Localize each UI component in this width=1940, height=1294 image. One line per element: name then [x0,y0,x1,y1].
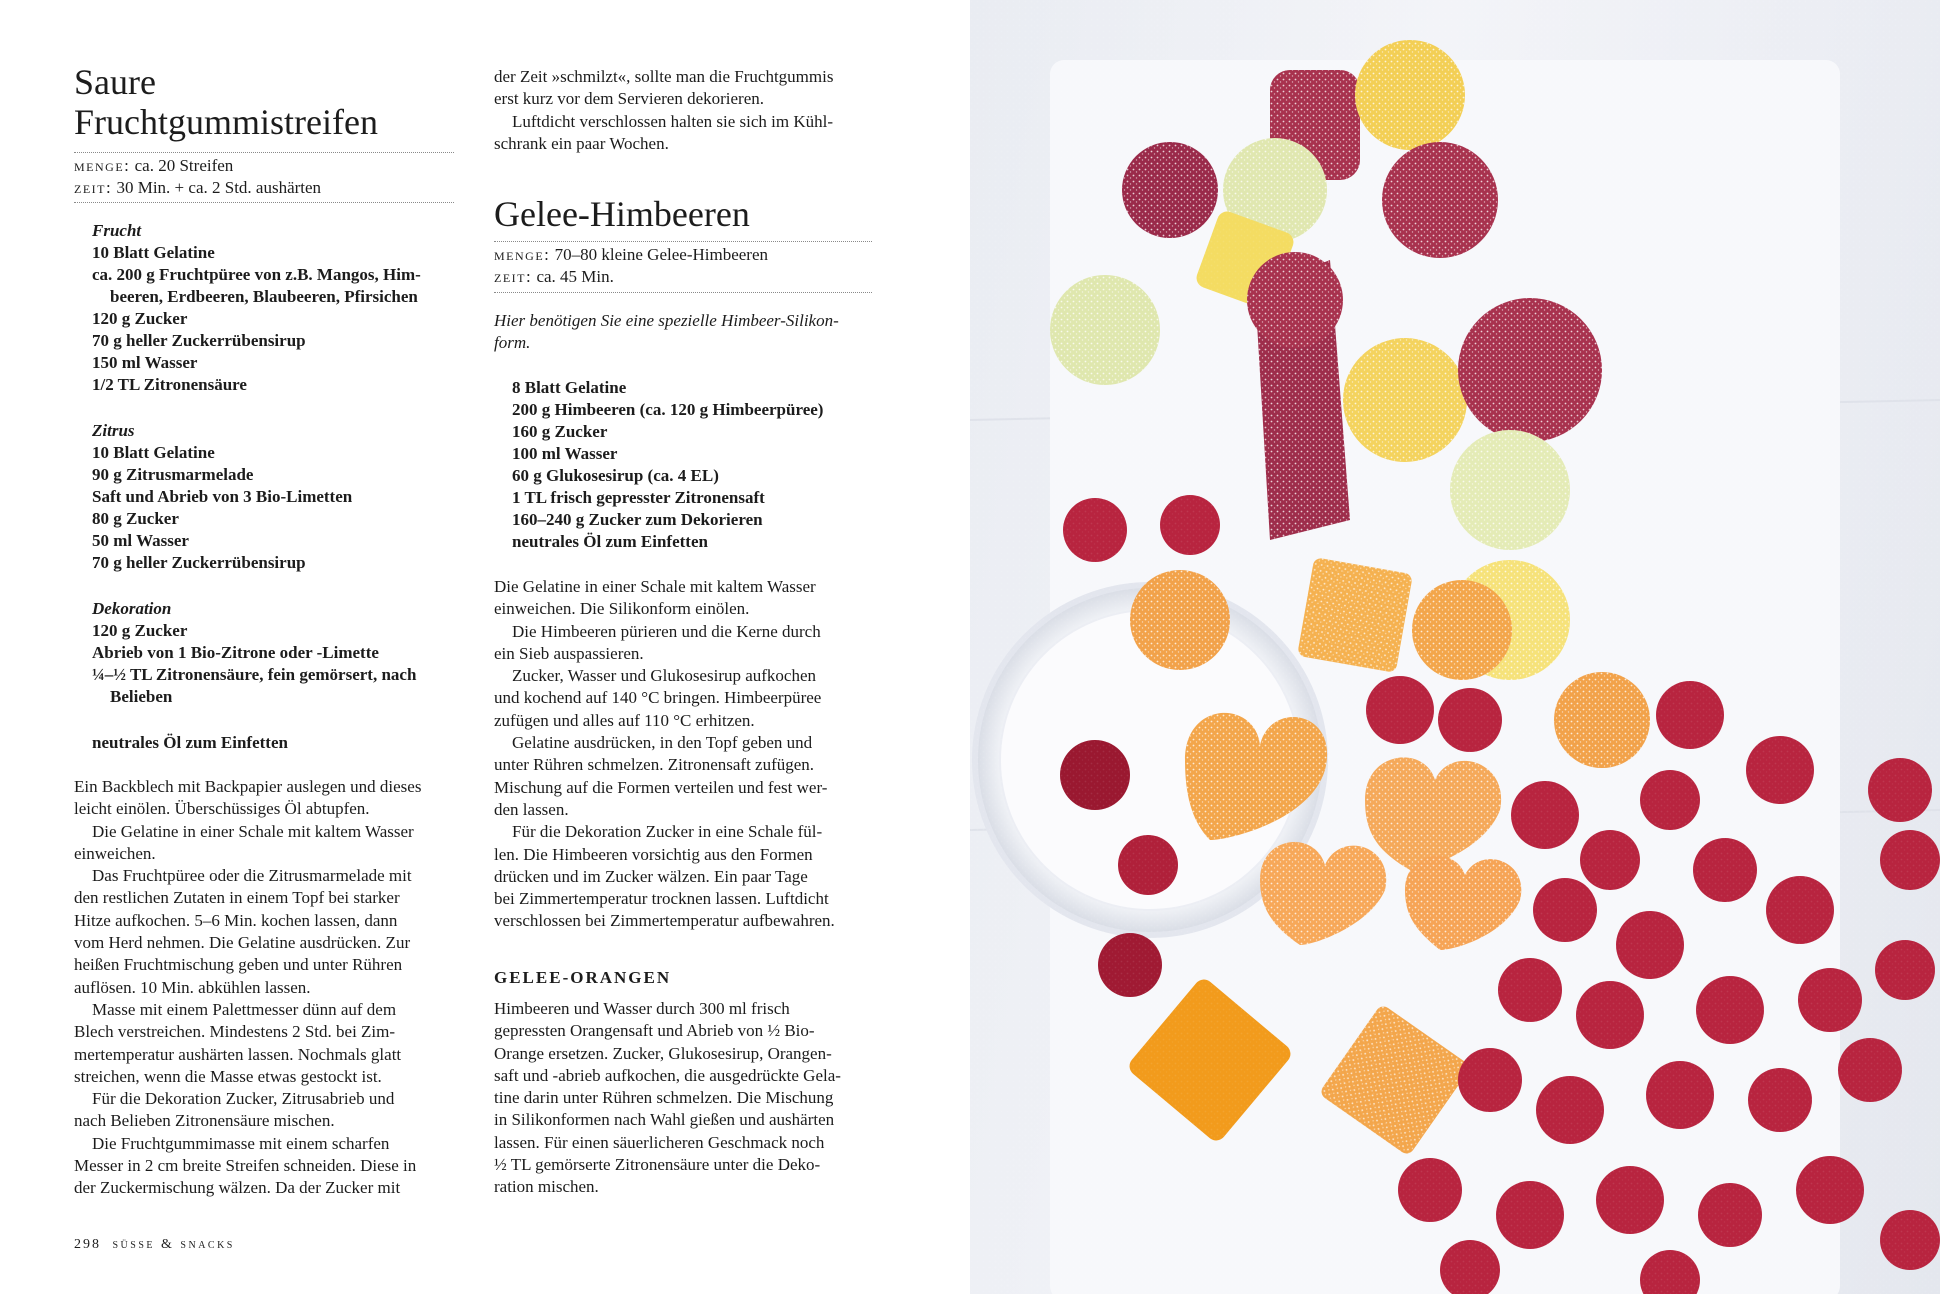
yield-line [494,244,768,266]
title-line-1: Saure [74,62,156,102]
ingredient-item: ca. 200 g Fruchtpüree von z.B. Mangos, Him- [92,265,421,284]
ingredient-item: 150 ml Wasser [92,353,198,372]
method-line: heißen Fruchtmischung geben und unter Rühren [74,955,403,975]
method-line: Hitze aufkochen. 5–6 Min. kochen lassen, dann [74,910,398,930]
method-line: Das Fruchtpüree oder die Zitrusmarmelade mit [92,866,412,886]
variant-line: tine darin unter Rühren schmelzen. Die Mischung [494,1088,834,1108]
ingredient-item: 10 Blatt Gelatine [92,443,215,462]
recipe-title-saure-fruchtgummistreifen [74,62,378,142]
sugar-dust [970,0,1940,1294]
method-line: leicht einölen. Überschüssiges Öl abtupfen. [74,799,370,819]
ingredients-himbeeren [512,377,823,553]
ingredient-item: 50 ml Wasser [92,531,189,550]
method-line: Die Gelatine in einer Schale mit kaltem Wasser [92,821,414,841]
ingredient-item: 70 g heller Zuckerrübensirup [92,331,306,350]
method-line: vom Herd nehmen. Die Gelatine ausdrücken. Zur [74,933,411,953]
ingredients-frucht [92,220,421,396]
section-heading: Zitrus [92,421,135,440]
method-line: Blech verstreichen. Mindestens 2 Std. bei Zim- [74,1022,396,1042]
photo-illustration [970,0,1940,1294]
ingredient-item: Abrieb von 1 Bio-Zitrone oder -Limette [92,643,379,662]
method-line: Mischung auf die Formen verteilen und fest wer- [494,777,828,797]
variant-line: Orange ersetzen. Zucker, Glukosesirup, Orangen- [494,1043,832,1063]
divider [494,241,872,242]
ingredient-item: Belieben [110,687,173,706]
method-line: und kochend auf 140 °C bringen. Himbeerpüree [494,688,822,708]
method-line: den restlichen Zutaten in einem Topf bei starker [74,888,400,908]
method-text [494,576,835,933]
method-line: der Zeit »schmilzt«, sollte man die Fruchtgummis [494,67,834,86]
method-line: einweichen. [74,843,156,863]
section-name: süsse & snacks [112,1237,235,1252]
yield-label: menge: [494,245,551,264]
method-line: Die Himbeeren pürieren und die Kerne durch [512,621,821,641]
method-line: Ein Backblech mit Backpapier auslegen und dieses [74,777,422,796]
ingredient-item: Saft und Abrieb von 3 Bio-Limetten [92,487,353,506]
method-line: ein Sieb auspassieren. [494,643,644,663]
yield-line [74,155,233,177]
method-line: Die Fruchtgummimasse mit einem scharfen [92,1133,390,1153]
ingredient-item: beeren, Erdbeeren, Blaubeeren, Pfirsichen [110,287,418,306]
method-line: zufügen und alles auf 110 °C erhitzen. [494,710,755,730]
method-line: len. Die Himbeeren vorsichtig aus den Formen [494,844,813,864]
ingredient-oil [92,732,288,754]
method-line: Gelatine ausdrücken, in den Topf geben und [512,733,813,753]
ingredient-item: 90 g Zitrusmarmelade [92,465,254,484]
yield-value: ca. 20 Streifen [134,156,234,175]
variant-line: Himbeeren und Wasser durch 300 ml frisch [494,999,790,1018]
ingredient-item: 100 ml Wasser [512,444,618,463]
variant-line: ration mischen. [494,1177,599,1197]
divider [74,152,454,153]
ingredient-item: 160–240 g Zucker zum Dekorieren [512,510,763,529]
method-line: Masse mit einem Palettmesser dünn auf dem [92,999,397,1019]
recipe-note [494,310,839,354]
ingredient-item: 60 g Glukosesirup (ca. 4 EL) [512,466,719,485]
ingredient-item: 8 Blatt Gelatine [512,378,627,397]
page-number: 298 [74,1237,101,1252]
section-heading: Frucht [92,221,142,240]
method-line: der Zuckermischung wälzen. Da der Zucker mit [74,1178,401,1198]
time-value: 30 Min. + ca. 2 Std. aushärten [116,178,322,197]
variant-line: gepressten Orangensaft und Abrieb von ½ Bio- [494,1021,815,1041]
ingredient-item: 1 TL frisch gepresster Zitronensaft [512,488,765,507]
note-line: Hier benötigen Sie eine spezielle Himbeer-Silikon- [494,311,839,330]
yield-label: menge: [74,156,131,175]
method-line: den lassen. [494,799,569,819]
note-line: form. [494,333,531,352]
method-line: erst kurz vor dem Servieren dekorieren. [494,89,764,109]
recipe-title-gelee-himbeeren: Gelee-Himbeeren [494,194,750,234]
time-line [494,266,614,288]
ingredient-item: 1/2 TL Zitronensäure [92,375,247,394]
ingredient-item: neutrales Öl zum Einfetten [512,532,708,551]
method-line: drücken und im Zucker wälzen. Ein paar Tage [494,866,808,886]
method-line: mertemperatur aushärten lassen. Nochmals glatt [74,1044,402,1064]
candy-photo [970,0,1940,1294]
method-line: Luftdicht verschlossen halten sie sich im Kühl- [512,111,834,131]
page-footer [74,1237,235,1253]
divider [494,292,872,293]
section-heading: Dekoration [92,599,172,618]
method-text-continued [494,66,833,155]
divider [74,202,454,203]
method-line: Zucker, Wasser und Glukosesirup aufkochen [512,666,817,686]
ingredient-item: ¼–½ TL Zitronensäure, fein gemörsert, nach [92,665,417,684]
ingredient-item: 70 g heller Zuckerrübensirup [92,553,306,572]
time-label: zeit: [74,178,113,197]
yield-value: 70–80 kleine Gelee-Himbeeren [554,245,768,264]
method-line: nach Belieben Zitronensäure mischen. [74,1111,335,1131]
ingredient-item: 160 g Zucker [512,422,608,441]
variant-line: ½ TL gemörserte Zitronensäure unter die Deko- [494,1155,821,1175]
method-line: Die Gelatine in einer Schale mit kaltem Wasser [494,577,816,596]
method-line: Für die Dekoration Zucker in eine Schale fül- [512,822,823,842]
ingredient-item: 120 g Zucker [92,621,188,640]
method-line: bei Zimmertemperatur trocknen lassen. Luftdicht [494,889,829,909]
method-line: unter Rühren schmelzen. Zitronensaft zufügen. [494,755,815,775]
method-line: einweichen. Die Silikonform einölen. [494,599,750,619]
ingredient-item: neutrales Öl zum Einfetten [92,733,288,752]
method-line: verschlossen bei Zimmertemperatur aufbewahren. [494,911,835,931]
variant-line: lassen. Für einen säuerlicheren Geschmack noch [494,1132,825,1152]
variant-text [494,998,841,1199]
ingredient-item: 120 g Zucker [92,309,188,328]
ingredients-zitrus [92,420,352,574]
method-text [74,776,421,1200]
title-line-2: Fruchtgummistreifen [74,102,378,142]
variant-line: in Silikonformen nach Wahl gießen und aushärten [494,1110,835,1130]
ingredient-item: 10 Blatt Gelatine [92,243,215,262]
ingredient-item: 200 g Himbeeren (ca. 120 g Himbeerpüree) [512,400,824,419]
ingredient-item: 80 g Zucker [92,509,179,528]
time-line [74,177,321,199]
time-value: ca. 45 Min. [536,267,614,286]
method-line: Für die Dekoration Zucker, Zitrusabrieb und [92,1089,395,1109]
method-line: streichen, wenn die Masse etwas gestockt ist. [74,1066,382,1086]
time-label: zeit: [494,267,533,286]
method-line: schrank ein paar Wochen. [494,133,669,153]
variant-line: saft und -abrieb aufkochen, die ausgedrückte Gela- [494,1065,841,1085]
ingredients-dekoration [92,598,416,708]
method-line: auflösen. 10 Min. abkühlen lassen. [74,977,311,997]
method-line: Messer in 2 cm breite Streifen schneiden. Diese in [74,1156,417,1176]
variant-heading: GELEE-ORANGEN [494,968,672,987]
